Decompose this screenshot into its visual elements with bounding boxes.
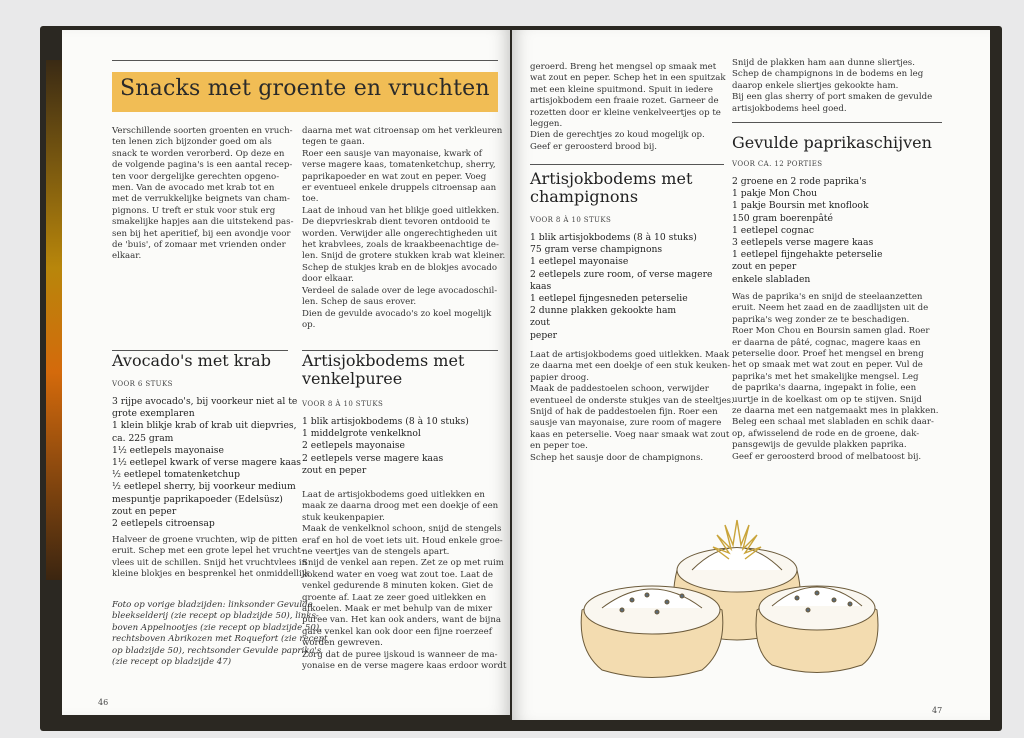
chapter-banner: [112, 72, 498, 112]
photo-caption: Foto op vorige bladzijden: linksonder Gevulde bleekselderij (zie recept op bladzijde 50), links- boven Appelnootjes (zie recept op bladzijde 50), rechtsboven Abrikozen met Roquefort (zie recept op bladzijde 50), rechtsonder Gevulde paprika's (zie recept op bladzijde 47): [112, 600, 328, 668]
rule: [732, 122, 942, 123]
left-page: [62, 30, 510, 715]
ingredients-artisjok-venkel: 1 blik artisjokbodems (8 à 10 stuks) 1 middelgrote venkelknol 2 eetlepels mayonaise 2 eetlepels verse magere kaas zout en peper: [302, 416, 469, 476]
page-number: 47: [932, 706, 943, 715]
recipe-serves: VOOR CA. 12 PORTIES: [732, 160, 823, 168]
top-rule: [112, 60, 498, 61]
method-artisjok-champignons: Laat de artisjokbodems goed uitlekken. Maak ze daarna met een doekje of een stuk keuken- papier droog. Maak de paddestoelen schoon, verwijder eventueel de onderste stukjes van de steeltjes. Snijd of hak de paddestoelen fijn. Roer een sausje van mayonaise, zure room of magere kaas en peterselie. Voeg naar smaak wat zout en peper toe. Schep het sausje door de champignons.: [530, 350, 734, 463]
artichoke-illustration: [572, 500, 882, 680]
artisjok-champignons-method-continued: Snijd de plakken ham aan dunne sliertjes. Schep de champignons in de bodems en leg daarop enkele sliertjes gekookte ham. Bij een glas sherry of port smaken de gevulde artisjokbodems heel goed.: [732, 58, 933, 114]
method-paprikaschijven: Was de paprika's en snijd de steelaanzetten eruit. Neem het zaad en de zaadlijsten uit de paprika's weg zonder ze te beschadigen. Roer Mon Chou en Boursin samen glad. Roer er daarna de pâté, cognac, magere kaas en peterselie door. Proef het mengsel en breng het op smaak met wat zout en peper. Vul de paprika's met het smakelijke mengsel. Leg de paprika's daarna, ingepakt in folie, een uurtje in de koelkast om op te stijven. Snijd ze daarna met een natgemaakt mes in plakken. Beleg een schaal met slabladen en schik daar- op, afwisselend de rode en de groene, dak- pansgewijs de gevulde plakken paprika. Geef er geroosterd brood of melbatoost bij.: [732, 292, 939, 462]
chapter-title: Snacks met groente en vruchten: [120, 76, 490, 101]
ingredients-paprikaschijven: 2 groene en 2 rode paprika's 1 pakje Mon Chou 1 pakje Boursin met knoflook 150 gram boerenpâté 1 eetlepel cognac 3 eetlepels verse magere kaas 1 eetlepel fijngehakte peterselie zout en peper enkele slabladen: [732, 176, 883, 285]
artisjok-venkel-method-continued: geroerd. Breng het mengsel op smaak met wat zout en peper. Schep het in een spuitzak met een kleine spuitmond. Spuit in iedere artisjokbodem een fraaie rozet. Garneer de rozetten door er kleine venkelveertjes op te leggen. Dien de gerechtjes zo koud mogelijk op. Geef er geroosterd brood bij.: [530, 62, 726, 152]
method-avocado: Halveer de groene vruchten, wip de pitten eruit. Schep met een grote lepel het vrucht- vlees uit de schillen. Snijd het vruchtvlees in kleine blokjes en besprenkel het onmiddellijk: [112, 535, 310, 580]
ingredients-avocado: 3 rijpe avocado's, bij voorkeur niet al te grote exemplaren 1 klein blikje krab of krab uit diepvries, ca. 225 gram 1½ eetlepels mayonaise 1½ eetlepel kwark of verse magere kaas ½ eetlepel tomatenketchup ½ eetlepel sherry, bij voorkeur medium mespuntje paprikapoeder (Edelsüsz) zout en peper 2 eetlepels citroensap: [112, 396, 302, 530]
intro-text: Verschillende soorten groenten en vruch- ten lenen zich bijzonder goed om als snack te worden verorberd. Op deze en de volgende pagina's is een aantal recep- ten voor dergelijke gerechten opgeno- men. Van de avocado met krab tot en met de verrukkelijke beignets van cham- pignons. U treft er stuk voor stuk erg smakelijke hapjes aan die uitstekend pas- sen bij het aperitief, bij een avondje voor de 'buis', of zomaar met vrienden onder elkaar.: [112, 126, 294, 262]
avocado-method-continued: daarna met wat citroensap om het verkleuren tegen te gaan. Roer een sausje van mayonaise, kwark of verse magere kaas, tomatenketchup, sherry, paprikapoeder en wat zout en peper. Voeg er eventueel enkele druppels citroensap aan toe. Laat de inhoud van het blikje goed uitlekken. De diepvrieskrab dient tevoren ontdooid te worden. Verwijder alle ongerechtigheden uit het krabvlees, zoals de kraakbeenachtige de- len. Snijd de grotere stukken krab wat kleiner. Schep de stukjes krab en de blokjes avocado door elkaar. Verdeel de salade over de lege avocadoschil- len. Schep de saus erover. Dien de gevulde avocado's zo koel mogelijk op.: [302, 126, 506, 330]
page-number: 46: [98, 698, 109, 707]
recipe-serves: VOOR 8 À 10 STUKS: [302, 400, 384, 408]
recipe-title-artisjok-champignons: Artisjokbodems met champignons: [530, 169, 693, 206]
ingredients-artisjok-champignons: 1 blik artisjokbodems (8 à 10 stuks) 75 gram verse champignons 1 eetlepel mayonaise 2 eetlepels zure room, of verse magere kaas 1 eetlepel fijngesneden peterselie 2 dunne plakken gekookte ham zout peper: [530, 232, 713, 341]
method-artisjok-venkel: Laat de artisjokbodems goed uitlekken en maak ze daarna droog met een doekje of een stuk keukenpapier. Maak de venkelknol schoon, snijd de stengels eraf en hol de voet iets uit. Houd enkele groe- ne veertjes van de stengels apart. Snijd de venkel aan repen. Zet ze op met ruim kokend water en voeg wat zout toe. Laat de venkel gedurende 8 minuten koken. Giet de groente af. Laat ze zeer goed uitlekken en afkoelen. Maak er met behulp van de mixer puree van. Het kan ook anders, want de bijna gare venkel kan ook door een fijne roerzeef worden gewreven. Zorg dat de puree ijskoud is wanneer de ma- yonaise en de verse magere kaas erdoor wordt: [302, 490, 507, 672]
right-page: [512, 30, 990, 720]
previous-pages-edge: [46, 60, 62, 580]
recipe-title-paprikaschijven: Gevulde paprikaschijven: [732, 133, 932, 152]
recipe-title-artisjok-venkel: Artisjokbodems met venkelpuree: [302, 351, 465, 388]
recipe-serves: VOOR 6 STUKS: [112, 380, 173, 388]
recipe-title-avocado: Avocado's met krab: [112, 351, 271, 370]
rule: [530, 164, 724, 165]
recipe-serves: VOOR 8 À 10 STUKS: [530, 216, 612, 224]
